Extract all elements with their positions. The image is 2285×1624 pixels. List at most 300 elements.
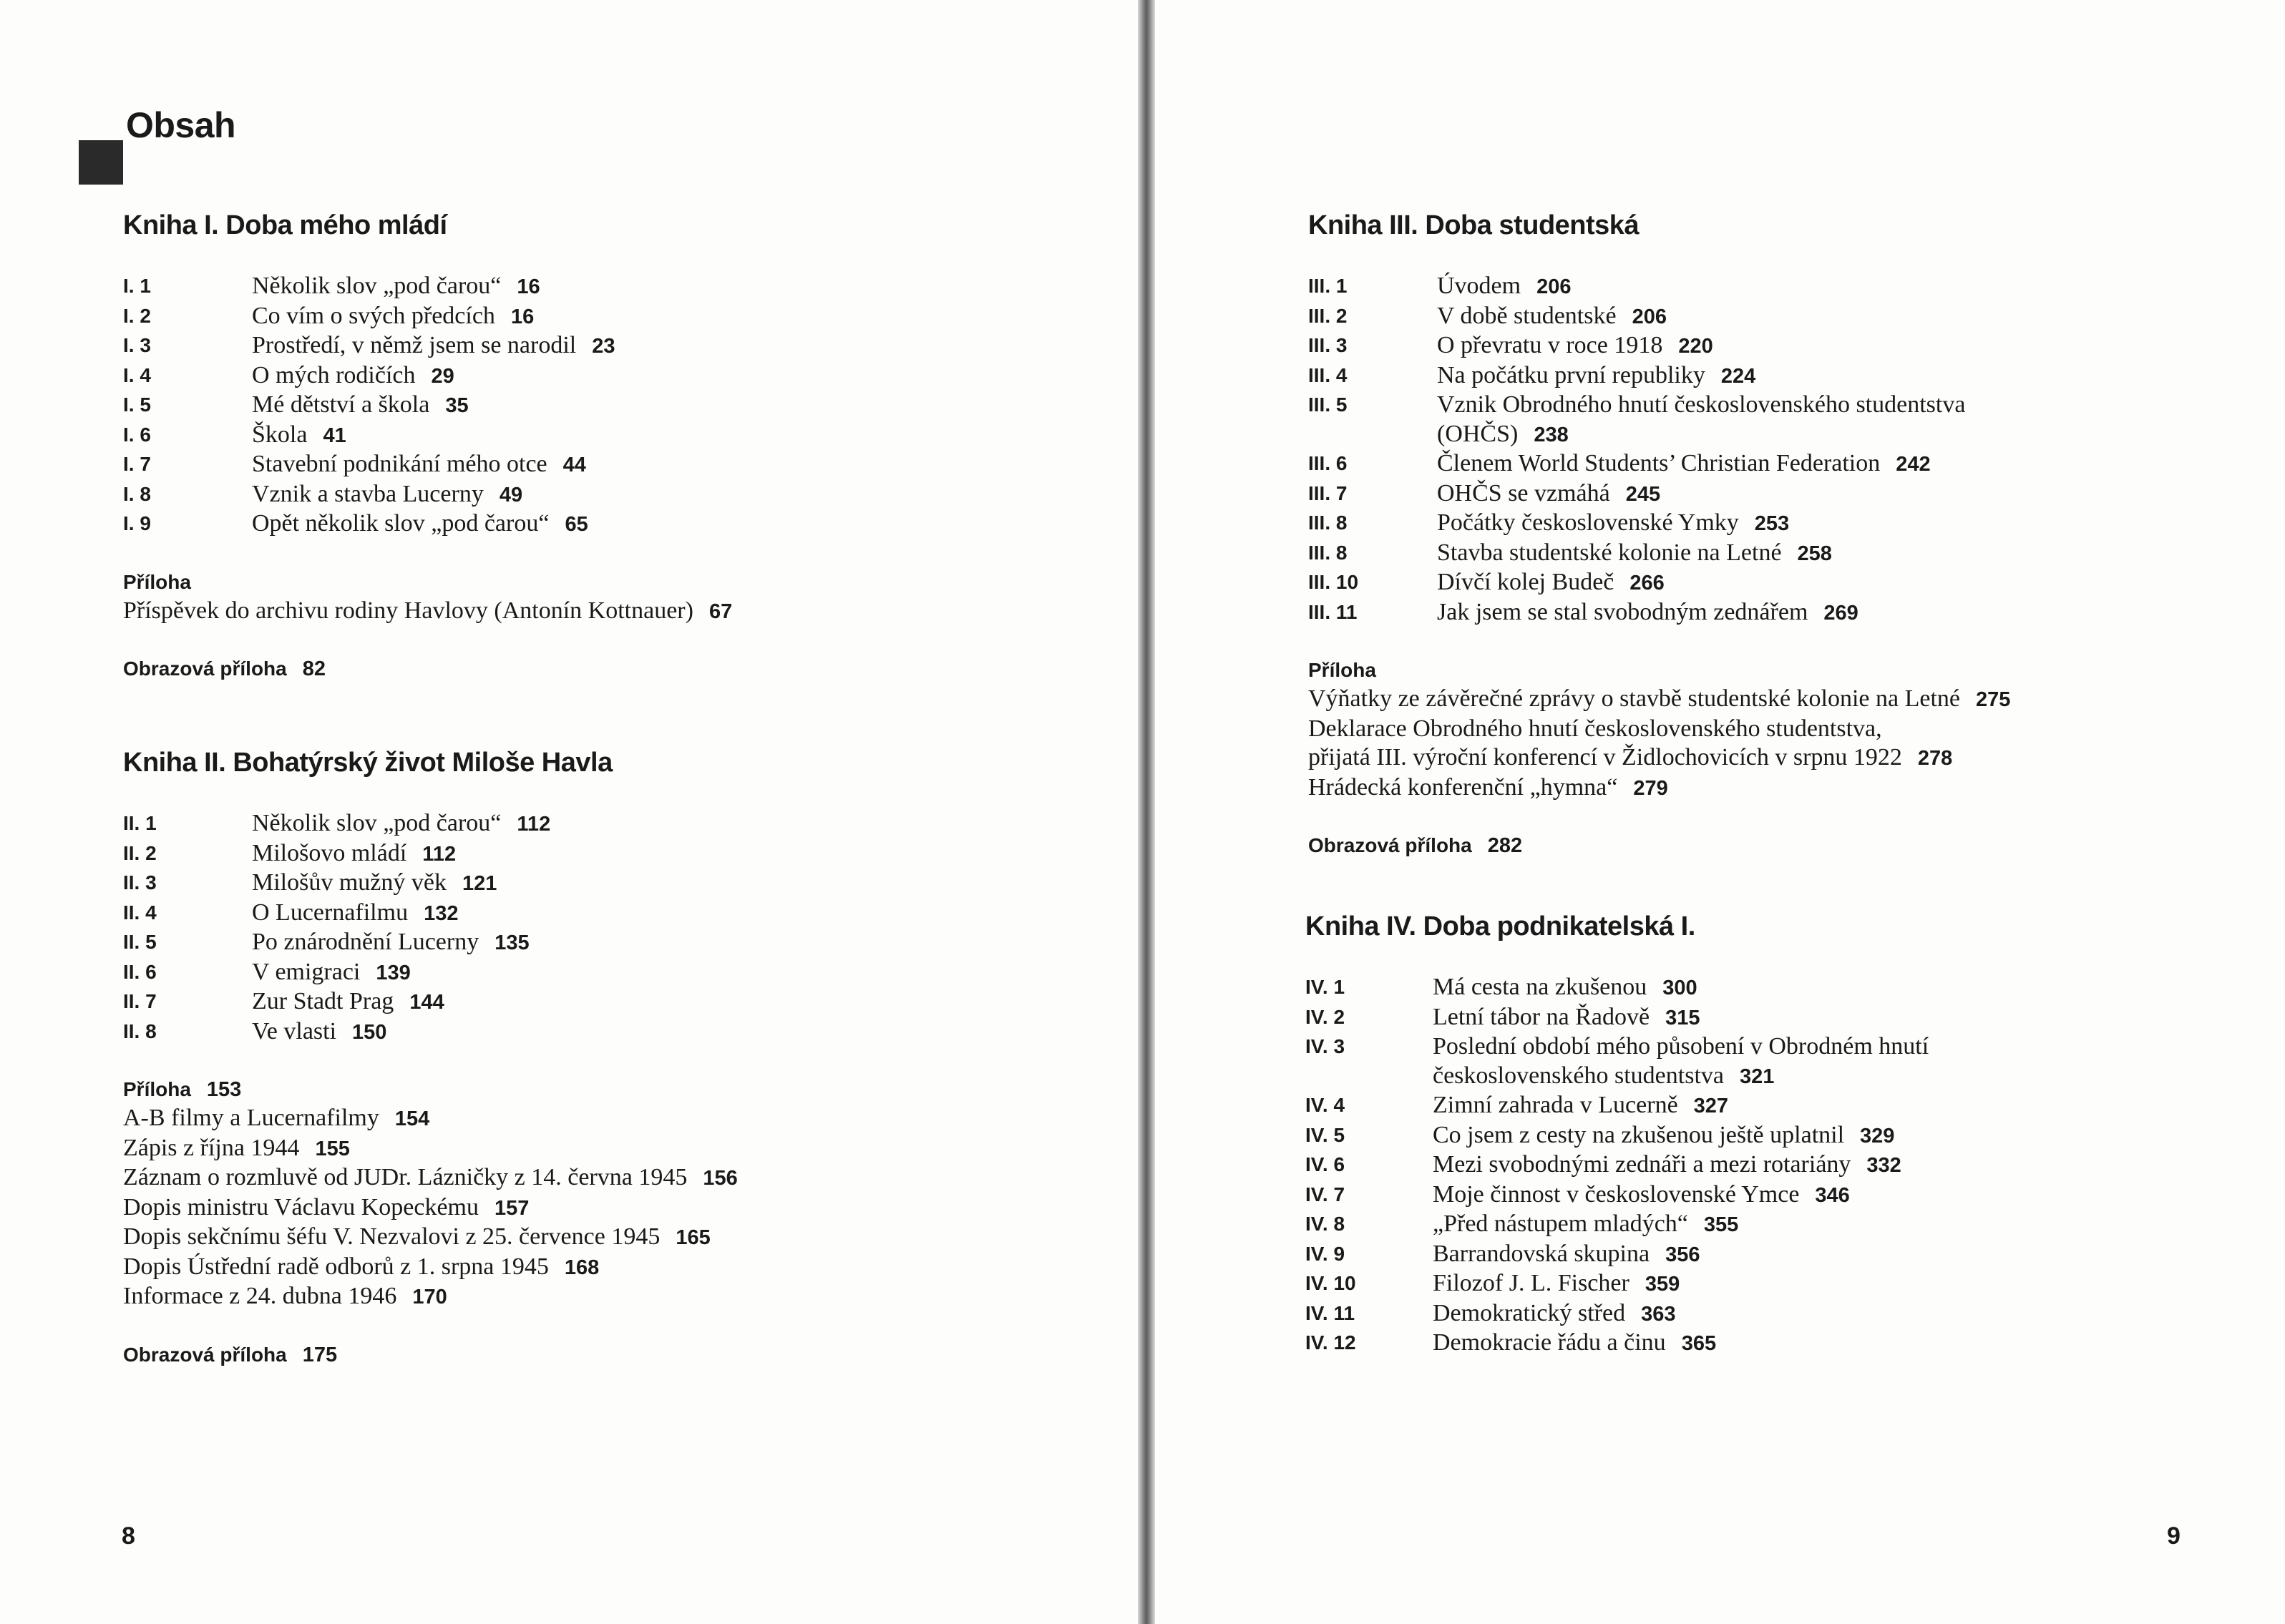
toc-entry-page: 329	[1860, 1124, 1895, 1148]
left-page	[0, 0, 1138, 1624]
toc-entry	[123, 839, 738, 869]
toc-entry	[123, 987, 738, 1017]
toc-entry-title-text: Mezi svobodnými zednáři a mezi rotariány	[1433, 1151, 1851, 1178]
toc-entry-title-text: Má cesta na zkušenou	[1433, 974, 1647, 1000]
toc-entry-page: 359	[1645, 1273, 1680, 1296]
toc-title: Obsah	[126, 105, 236, 145]
toc-entry-page: 144	[409, 991, 444, 1014]
toc-entry-number: IV. 6	[1305, 1153, 1345, 1175]
toc-entry-number: III. 5	[1308, 393, 1348, 416]
toc-entry-title	[1437, 479, 1660, 509]
toc-entry-number: III. 11	[1308, 600, 1358, 623]
toc-entry-page: 253	[1754, 512, 1790, 535]
appendix-item-text: Dopis sekčnímu šéfu V. Nezvalovi z 25. července 1945	[123, 1223, 661, 1250]
appendix-item-page: 168	[564, 1256, 600, 1279]
toc-entry-title-line	[252, 361, 454, 391]
appendix-item-page: 156	[703, 1167, 738, 1190]
toc-entry-title	[1437, 449, 1931, 479]
toc-entry-page: 327	[1693, 1095, 1729, 1117]
toc-entry-title	[252, 869, 497, 899]
toc-entry-page: 220	[1678, 335, 1713, 358]
toc-entry-title-line	[252, 958, 411, 988]
toc-entry	[123, 450, 732, 480]
appendix-item-text: Informace z 24. dubna 1946	[123, 1283, 397, 1309]
toc-entry-title-text: Úvodem	[1437, 273, 1521, 299]
toc-entry-page: 139	[376, 961, 411, 984]
toc-entry-title	[252, 331, 615, 361]
appendix-item-text: Hrádecká konferenční „hymna“	[1308, 773, 1618, 801]
appendix-item-text: Dopis Ústřední radě odborů z 1. srpna 1945	[123, 1253, 549, 1280]
toc-entry-title-line	[1437, 302, 1667, 332]
toc-entry-title-line	[1437, 420, 1965, 450]
toc-entry-title-text: Škola	[252, 421, 308, 448]
toc-entry-page: 355	[1703, 1213, 1739, 1236]
book2-appendix-page: 153	[206, 1078, 242, 1101]
appendix-item-line	[123, 1193, 738, 1223]
toc-entry-title-line	[1433, 1032, 1929, 1062]
toc-entry-number: III. 8	[1308, 512, 1348, 534]
toc-entry-title-text: (OHČS)	[1437, 420, 1519, 447]
toc-entry-title	[1437, 331, 1713, 361]
book3-section	[1308, 209, 2010, 860]
toc-entry-page: 121	[462, 872, 497, 895]
toc-entry-title-text: Počátky československé Ymky	[1437, 509, 1739, 536]
toc-entry-title-line	[1437, 509, 1789, 539]
toc-entry-number: II. 4	[123, 901, 157, 924]
book1-appendix-label: Příloha	[123, 570, 191, 593]
book3-pictorial-page: 282	[1487, 834, 1523, 857]
toc-entry-page: 49	[499, 483, 523, 507]
toc-entry-title-text: Demokratický střed	[1433, 1299, 1626, 1326]
toc-entry-title	[1437, 302, 1667, 332]
toc-entry-number: II. 7	[123, 990, 157, 1012]
toc-entry-number: III. 7	[1308, 481, 1348, 504]
toc-entry-number: I. 2	[123, 304, 151, 327]
toc-entry-title-text: Zimní zahrada v Lucerně	[1433, 1092, 1678, 1118]
toc-entry-title	[1433, 1240, 1700, 1270]
book3-pictorial-label: Obrazová příloha	[1308, 834, 1472, 856]
toc-entry	[123, 509, 732, 539]
book3-appendix	[1308, 656, 2010, 803]
toc-entry-title-text: Demokracie řádu a činu	[1433, 1329, 1666, 1356]
page-number-right: 9	[2167, 1522, 2181, 1550]
toc-entry-title	[252, 509, 588, 539]
toc-entry-page: 206	[1632, 305, 1667, 328]
toc-entry-title-line	[1437, 331, 1713, 361]
appendix-item-text: přijatá III. výroční konferencí v Židlochovicích v srpnu 1922	[1308, 744, 1902, 771]
toc-entry	[123, 421, 732, 451]
book4-section	[1305, 910, 1929, 1359]
toc-entry-number: III. 8	[1308, 541, 1348, 564]
toc-entry-title	[252, 987, 444, 1017]
book2-appendix	[123, 1075, 738, 1312]
toc-entry-title	[1433, 1299, 1675, 1329]
toc-entry	[1305, 973, 1929, 1003]
book1-entries	[123, 272, 732, 539]
toc-entry-number: III. 1	[1308, 275, 1348, 297]
toc-entry-number: I. 9	[123, 512, 151, 534]
toc-entry-title	[1437, 509, 1789, 539]
book2-section	[123, 746, 738, 1369]
black-square-marker	[79, 140, 123, 185]
toc-entry-title-text: V době studentské	[1437, 302, 1617, 329]
toc-entry-title-line	[252, 839, 456, 869]
toc-entry-title-line	[252, 509, 588, 539]
toc-entry-title-line	[1437, 568, 1665, 598]
toc-entry-number: I. 6	[123, 423, 151, 446]
appendix-item-line	[123, 1104, 738, 1134]
toc-entry	[1308, 302, 2010, 332]
toc-entry-number: III. 4	[1308, 363, 1348, 386]
toc-entry-title-text: Mé dětství a škola	[252, 391, 430, 418]
toc-entry	[1305, 1329, 1929, 1359]
toc-entry	[1308, 272, 2010, 302]
toc-entry-title-text: Po znárodnění Lucerny	[252, 929, 479, 955]
right-page	[1155, 0, 2285, 1624]
toc-entry-title-text: O převratu v roce 1918	[1437, 332, 1663, 358]
toc-entry-title-line	[1433, 1329, 1716, 1359]
toc-entry	[1305, 1150, 1929, 1180]
appendix-item-page: 157	[494, 1196, 530, 1220]
toc-entry	[123, 928, 738, 958]
toc-entry-page: 112	[517, 813, 551, 836]
toc-entry-number: IV. 11	[1305, 1301, 1355, 1324]
toc-entry-title-text: Zur Stadt Prag	[252, 988, 394, 1014]
toc-entry-title-text: OHČS se vzmáhá	[1437, 479, 1610, 507]
appendix-item-text: A-B filmy a Lucernafilmy	[123, 1105, 379, 1131]
book3-appendix-items	[1308, 685, 2010, 803]
appendix-item-line	[1308, 685, 2010, 715]
toc-entry-title-line	[1433, 1062, 1929, 1092]
toc-entry-title-text: Členem World Students’ Christian Federation	[1437, 450, 1881, 476]
toc-entry-title-line	[1437, 598, 1858, 628]
toc-entry-page: 29	[431, 364, 454, 388]
toc-entry-number: II. 2	[123, 841, 157, 864]
toc-entry-title-line	[1433, 1240, 1700, 1270]
toc-entry-number: II. 3	[123, 871, 157, 894]
book1-appendix-items	[123, 597, 732, 627]
toc-entry-title-text: Stavba studentské kolonie na Letné	[1437, 539, 1782, 566]
toc-entry-title-text: Letní tábor na Řadově	[1433, 1003, 1650, 1030]
toc-entry-title-line	[1437, 272, 1571, 302]
book2-appendix-items	[123, 1104, 738, 1312]
appendix-item-line	[1308, 773, 2010, 803]
toc-entry-title-text: Opět několik slov „pod čarou“	[252, 510, 550, 537]
toc-entry-title-line	[252, 869, 497, 899]
appendix-item-page: 278	[1917, 747, 1953, 770]
toc-entry-title-text: Poslední období mého působení v Obrodném hnutí	[1433, 1033, 1929, 1060]
toc-entry	[1308, 391, 2010, 449]
toc-entry-page: 321	[1740, 1065, 1775, 1088]
toc-entry-title-line	[1437, 479, 1660, 509]
toc-entry-title-line	[1433, 1299, 1675, 1329]
toc-entry	[1308, 539, 2010, 569]
toc-entry-number: I. 4	[123, 363, 151, 386]
toc-entry-title-line	[252, 272, 540, 302]
toc-entry-page: 16	[517, 275, 540, 298]
appendix-item-line	[123, 1282, 738, 1312]
book2-pictorial-page: 175	[302, 1343, 338, 1366]
appendix-item-line	[123, 1134, 738, 1164]
toc-entry-title-text: Vznik Obrodného hnutí československého studentstva	[1437, 391, 1966, 418]
book2-appendix-label: Příloha	[123, 1078, 191, 1100]
book3-pictorial	[1308, 831, 2010, 860]
toc-entry-title	[1437, 361, 1755, 391]
toc-entry-number: III. 3	[1308, 334, 1348, 356]
toc-entry-title-line	[1437, 449, 1931, 479]
toc-entry-title-text: Několik slov „pod čarou“	[252, 273, 502, 299]
appendix-item-text: Příspěvek do archivu rodiny Havlovy (Antonín Kottnauer)	[123, 597, 693, 624]
toc-entry-title	[252, 899, 458, 929]
toc-entry-title-text: Jak jsem se stal svobodným zednářem	[1437, 598, 1808, 625]
toc-entry-number: II. 6	[123, 960, 157, 983]
toc-entry	[1305, 1299, 1929, 1329]
toc-entry-page: 16	[510, 305, 535, 328]
appendix-item-page: 279	[1633, 776, 1668, 800]
book3-appendix-heading	[1308, 656, 2010, 685]
toc-entry-title-line	[252, 1017, 386, 1047]
book1-pictorial-label: Obrazová příloha	[123, 657, 287, 680]
toc-entry-title	[1437, 391, 1965, 449]
toc-entry-title	[252, 839, 456, 869]
appendix-item-text: Výňatky ze závěrečné zprávy o stavbě studentské kolonie na Letné	[1308, 685, 1961, 712]
toc-entry-number: I. 8	[123, 482, 151, 505]
toc-entry	[123, 869, 738, 899]
appendix-item-line	[123, 1223, 738, 1253]
toc-entry-title	[252, 480, 522, 510]
toc-entry	[1305, 1210, 1929, 1240]
book1-pictorial-page: 82	[302, 657, 326, 680]
toc-entry	[1308, 598, 2010, 628]
toc-entry-title	[252, 928, 530, 958]
toc-entry-number: I. 1	[123, 275, 151, 297]
toc-entry-title-line	[252, 899, 458, 929]
toc-entry	[1308, 449, 2010, 479]
toc-entry-page: 35	[445, 394, 469, 417]
toc-entry-page: 363	[1641, 1302, 1676, 1326]
toc-entry-title-line	[1433, 1003, 1700, 1033]
appendix-item-line	[1308, 715, 2010, 744]
book4-heading: Kniha IV. Doba podnikatelská I.	[1305, 911, 1695, 941]
toc-entry-title-line	[1433, 1180, 1850, 1210]
toc-entry-number: IV. 9	[1305, 1242, 1345, 1265]
toc-entry-title-line	[1433, 1091, 1728, 1121]
toc-entry	[1305, 1032, 1929, 1091]
toc-entry-title	[252, 1017, 386, 1047]
toc-entry-title	[252, 391, 469, 421]
toc-entry-page: 238	[1534, 423, 1569, 446]
toc-entry-number: III. 6	[1308, 452, 1348, 474]
toc-entry-page: 44	[562, 454, 586, 476]
toc-entry	[123, 331, 732, 361]
appendix-item-page: 67	[708, 600, 733, 623]
appendix-item-line	[123, 1253, 738, 1283]
appendix-item-page: 165	[676, 1226, 711, 1249]
toc-entry	[1308, 331, 2010, 361]
book1-appendix	[123, 568, 732, 627]
book3-heading: Kniha III. Doba studentská	[1308, 210, 1640, 240]
toc-entry-title-line	[252, 987, 444, 1017]
toc-entry-title	[1437, 598, 1858, 628]
toc-entry-title-text: Dívčí kolej Budeč	[1437, 569, 1614, 595]
toc-entry	[123, 1017, 738, 1047]
toc-entry-title-line	[1437, 361, 1755, 391]
toc-entry	[1305, 1180, 1929, 1210]
toc-entry-title	[1433, 1091, 1728, 1121]
toc-entry-number: IV. 8	[1305, 1213, 1345, 1235]
toc-entry	[1308, 509, 2010, 539]
toc-entry-number: IV. 1	[1305, 976, 1345, 998]
toc-entry-page: 258	[1797, 542, 1832, 565]
toc-entry-title	[1437, 272, 1571, 302]
toc-entry	[123, 809, 738, 839]
toc-entry-page: 150	[352, 1020, 387, 1044]
toc-entry-title	[252, 421, 346, 451]
toc-entry-title-line	[1433, 1269, 1680, 1299]
toc-entry-page: 41	[323, 424, 346, 447]
toc-entry-page: 132	[424, 901, 459, 925]
toc-entry	[1305, 1091, 1929, 1121]
toc-entry-page: 206	[1536, 275, 1572, 298]
toc-entry-page: 332	[1866, 1154, 1901, 1177]
appendix-item-page: 170	[412, 1286, 447, 1309]
toc-entry-number: II. 5	[123, 931, 157, 953]
toc-entry-title-text: Vznik a stavba Lucerny	[252, 480, 484, 507]
toc-entry-title-line	[252, 391, 469, 421]
toc-entry-title	[1433, 1329, 1716, 1359]
appendix-item-text: Dopis ministru Václavu Kopeckému	[123, 1193, 479, 1221]
toc-entry-title	[1433, 1269, 1680, 1299]
toc-entry	[1305, 1240, 1929, 1270]
toc-entry-title-line	[252, 480, 522, 510]
toc-entry-title	[1437, 539, 1832, 569]
toc-entry-title-text: Milošovo mládí	[252, 839, 407, 866]
toc-entry	[1305, 1121, 1929, 1151]
toc-entry-number: I. 7	[123, 453, 151, 475]
toc-entry-title-text: Barrandovská skupina	[1433, 1240, 1650, 1267]
toc-entry-title-text: Několik slov „pod čarou“	[252, 810, 502, 836]
toc-entry-title-text: O Lucernafilmu	[252, 899, 409, 926]
toc-entry-title-line	[252, 450, 586, 480]
toc-entry-title-line	[1437, 391, 1965, 420]
toc-entry-title-text: Ve vlasti	[252, 1017, 337, 1045]
book3-entries	[1308, 272, 2010, 627]
toc-entry	[1308, 568, 2010, 598]
toc-entry-title-text: O mých rodičích	[252, 361, 416, 388]
toc-entry-title-line	[1433, 1150, 1901, 1180]
appendix-item-text: Záznam o rozmluvě od JUDr. Lázničky z 14. června 1945	[123, 1164, 688, 1190]
toc-entry-title-text: Moje činnost v československé Ymce	[1433, 1180, 1800, 1208]
toc-entry	[123, 302, 732, 332]
toc-entry-number: IV. 3	[1305, 1035, 1345, 1057]
appendix-item-page: 154	[394, 1107, 430, 1130]
toc-entry-number: IV. 12	[1305, 1331, 1356, 1354]
book3-appendix-label: Příloha	[1308, 659, 1376, 681]
toc-entry	[1305, 1269, 1929, 1299]
toc-entry-title	[1433, 1210, 1738, 1240]
toc-entry	[123, 272, 732, 302]
toc-entry-page: 242	[1896, 453, 1931, 476]
toc-entry-title-line	[1433, 1121, 1894, 1151]
book2-pictorial-label: Obrazová příloha	[123, 1343, 287, 1366]
toc-entry-title-line	[252, 302, 534, 332]
toc-entry-title	[252, 958, 411, 988]
toc-entry-title-text: československého studentstva	[1433, 1062, 1724, 1089]
toc-entry-number: II. 1	[123, 812, 157, 834]
toc-entry	[1305, 1003, 1929, 1033]
toc-entry-title-text: „Před nástupem mladých“	[1433, 1210, 1688, 1237]
toc-entry-title	[1437, 568, 1665, 598]
book1-section	[123, 209, 732, 683]
toc-entry-page: 356	[1665, 1243, 1700, 1266]
toc-entry-number: IV. 10	[1305, 1272, 1356, 1294]
toc-entry-title-text: Na počátku první republiky	[1437, 361, 1705, 388]
toc-entry-title	[1433, 1150, 1901, 1180]
toc-entry-title-line	[252, 928, 530, 958]
toc-entry-page: 315	[1665, 1006, 1700, 1029]
appendix-item-page: 155	[315, 1137, 350, 1160]
book2-appendix-heading	[123, 1075, 738, 1104]
toc-entry-title-text: V emigraci	[252, 958, 361, 985]
toc-entry-title-line	[1433, 1210, 1738, 1240]
toc-entry-title	[1433, 1032, 1929, 1091]
toc-entry-page: 365	[1681, 1332, 1717, 1355]
toc-entry-title-text: Prostředí, v němž jsem se narodil	[252, 332, 577, 358]
toc-entry-number: IV. 2	[1305, 1005, 1345, 1028]
toc-entry	[123, 480, 732, 510]
appendix-item-line	[123, 1163, 738, 1193]
toc-entry-title-text: Milošův mužný věk	[252, 869, 447, 896]
toc-entry	[123, 958, 738, 988]
toc-entry-title-line	[1437, 539, 1832, 569]
toc-entry-number: III. 10	[1308, 571, 1359, 593]
book2-heading: Kniha II. Bohatýrský život Miloše Havla	[123, 748, 613, 778]
toc-entry-number: I. 5	[123, 393, 151, 416]
toc-entry-title-line	[252, 809, 550, 839]
appendix-item-text: Deklarace Obrodného hnutí československého studentstva,	[1308, 715, 1882, 742]
toc-entry-title	[1433, 1003, 1700, 1033]
toc-entry-title-text: Co jsem z cesty na zkušenou ještě uplatnil	[1433, 1121, 1845, 1148]
toc-entry-page: 112	[422, 842, 457, 866]
book1-appendix-heading	[123, 568, 732, 597]
toc-entry-page: 23	[592, 335, 615, 358]
toc-entry-title-line	[252, 421, 346, 451]
toc-entry-page: 224	[1720, 364, 1756, 388]
appendix-item-line	[1308, 743, 2010, 773]
appendix-item-page: 275	[1976, 688, 2011, 711]
toc-entry	[123, 391, 732, 421]
toc-entry-title-text: Filozof J. L. Fischer	[1433, 1270, 1629, 1296]
toc-entry-number: IV. 4	[1305, 1094, 1345, 1116]
toc-entry-title	[1433, 1121, 1894, 1151]
toc-entry-title	[252, 272, 540, 302]
toc-entry-page: 300	[1662, 977, 1697, 999]
toc-entry-title	[252, 361, 454, 391]
toc-entry-page: 65	[565, 513, 588, 536]
toc-entry-number: II. 8	[123, 1019, 157, 1042]
toc-entry-title	[252, 809, 550, 839]
appendix-item-text: Zápis z října 1944	[123, 1134, 300, 1161]
toc-entry-title-text: Co vím o svých předcích	[252, 302, 495, 329]
toc-entry-number: III. 2	[1308, 304, 1348, 327]
toc-entry-number: IV. 5	[1305, 1123, 1345, 1146]
book2-pictorial	[123, 1341, 738, 1369]
toc-entry-page: 135	[494, 931, 530, 954]
book4-entries	[1305, 973, 1929, 1359]
toc-entry	[123, 361, 732, 391]
toc-entry	[123, 899, 738, 929]
book-gutter	[1138, 0, 1155, 1624]
